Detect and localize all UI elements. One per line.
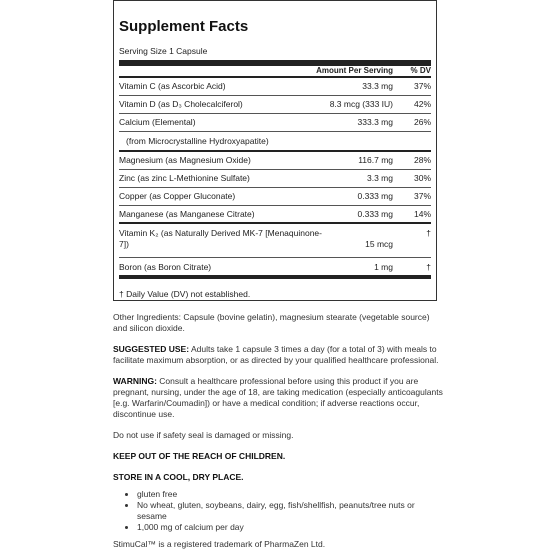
nutrient-dv: 28% [413,155,431,165]
table-row [119,152,431,170]
nutrient-amount: 333.3 mg [357,117,393,127]
nutrient-amount: 3.3 mg [367,173,393,183]
serving-size: Serving Size 1 Capsule [119,46,208,56]
nutrient-name: Vitamin C (as Ascorbic Acid) [119,81,226,91]
nutrient-name: Copper (as Copper Gluconate) [119,191,236,201]
suggested-use-text: Adults take 1 capsule 3 times a day (for a total of 3) with meals to facilitate maximum absorption, or as directed by your qualified healthcare professional. [113,344,439,365]
list-item: • gluten free [137,489,443,500]
nutrient-dv: † [426,262,431,272]
nutrient-amount: 116.7 mg [358,155,393,165]
list-item: • 1,000 mg of calcium per day [137,522,443,533]
table-row [119,170,431,188]
nutrient-name: Calcium (Elemental) [119,117,196,127]
label-text [113,312,443,560]
nutrient-dv: 14% [413,209,431,219]
warning [113,376,443,420]
nutrient-dv: 26% [413,117,431,127]
keep-out-notice: KEEP OUT OF THE REACH OF CHILDREN. [113,451,286,461]
table-row [119,188,431,206]
nutrient-name: Zinc (as zinc L-Methionine Sulfate) [119,173,250,183]
trademark-notice: StimuCal™ is a registered trademark of PharmaZen Ltd. [113,539,326,549]
nutrient-name: Vitamin K₂ (as Naturally Derived MK-7 [Menaquinone-7]) [119,228,322,249]
nutrient-dv: 30% [413,173,431,183]
suggested-use [113,344,443,366]
table-row [119,258,431,279]
feature-list [113,489,443,533]
amount-header: Amount Per Serving [316,66,393,75]
dv-header: % DV [410,66,431,75]
table-row [119,206,431,224]
warning-text: Consult a healthcare professional before using this product if you are pregnant, nursing, under the age of 18, are taking medication (especially anticoagulants [e.g. Warfarin/Coumadin]) or have a medical condition; if adverse reactions occur, discontinue use. [113,376,443,419]
table-row [119,78,431,96]
panel-title: Supplement Facts [119,18,249,35]
nutrient-amount: 33.3 mg [362,81,393,91]
nutrient-dv: 37% [413,191,431,201]
warning-label: WARNING: [113,376,157,386]
nutrient-name: Boron (as Boron Citrate) [119,262,212,272]
table-row [119,224,431,258]
nutrient-amount: 8.3 mcg (333 IU) [329,99,393,109]
supplement-facts-panel [113,0,437,301]
nutrient-amount: 15 mcg [365,239,393,249]
nutrient-dv: 37% [413,81,431,91]
dv-footnote: † Daily Value (DV) not established. [119,289,251,299]
suggested-use-label: SUGGESTED USE: [113,344,190,354]
nutrient-name: Manganese (as Manganese Citrate) [119,209,255,219]
nutrient-source: (from Microcrystalline Hydroxyapatite) [126,136,269,146]
nutrient-amount: 0.333 mg [357,209,393,219]
nutrient-amount: 0.333 mg [357,191,393,201]
other-ingredients: Other Ingredients: Capsule (bovine gelatin), magnesium stearate (vegetable source) and silicon dioxide. [113,312,430,333]
nutrient-dv: 42% [413,99,431,109]
nutrient-amount: 1 mg [374,262,393,272]
seal-notice: Do not use if safety seal is damaged or missing. [113,430,294,440]
table-row [119,132,431,152]
nutrient-dv: † [426,228,431,238]
list-item: • No wheat, gluten, soybeans, dairy, egg, fish/shellfish, peanuts/tree nuts or sesame [137,500,443,522]
table-header [119,66,431,78]
nutrient-name: Vitamin D (as D₃ Cholecalciferol) [119,99,243,109]
table-row [119,114,431,132]
nutrient-name: Magnesium (as Magnesium Oxide) [119,155,251,165]
table-row [119,96,431,114]
storage-notice: STORE IN A COOL, DRY PLACE. [113,472,244,482]
